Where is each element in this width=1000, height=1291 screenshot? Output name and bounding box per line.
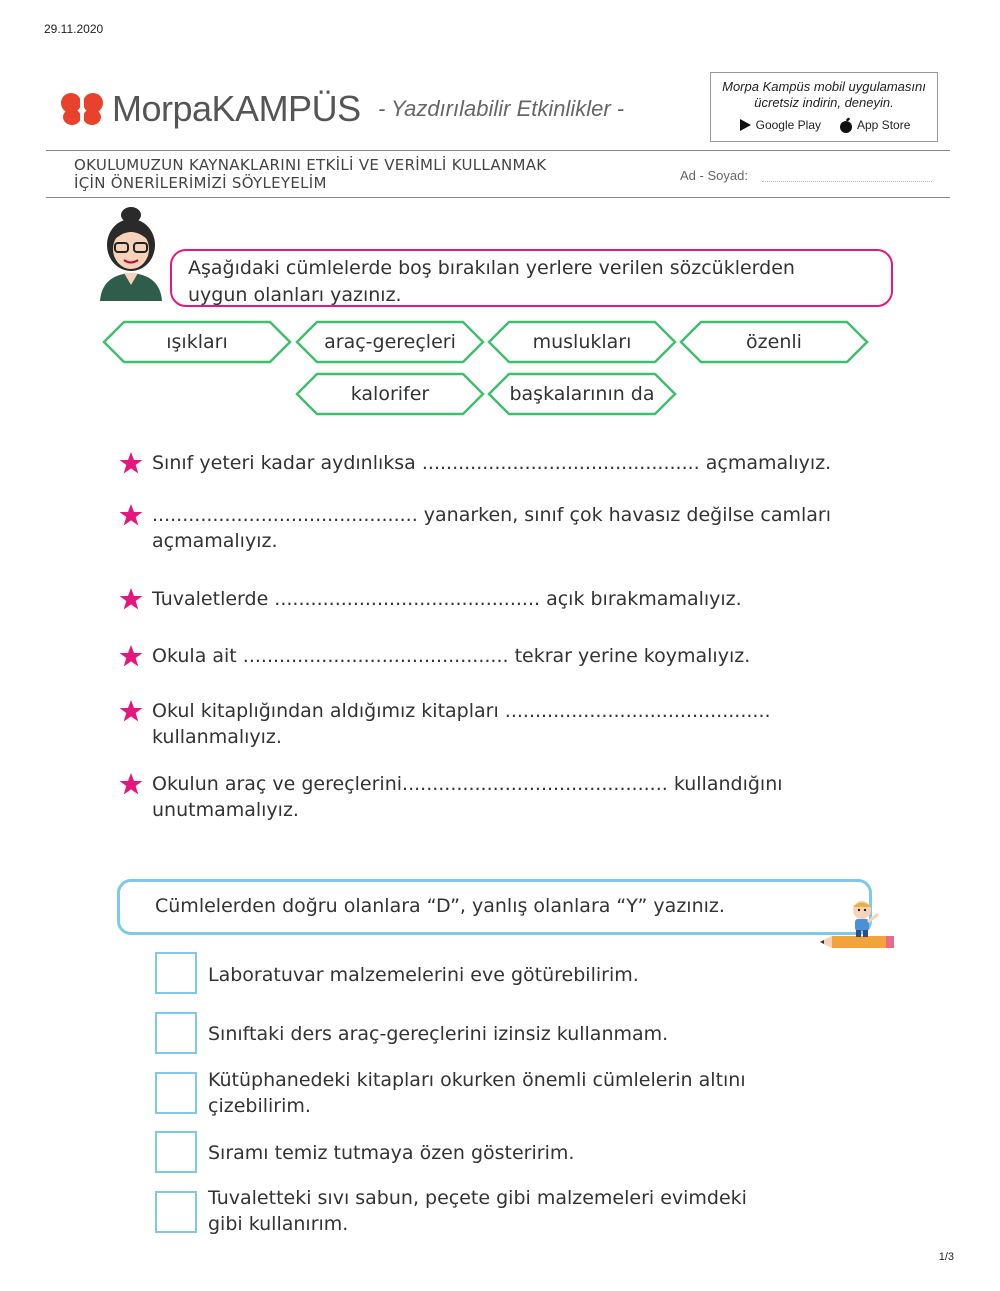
- statement-line: gibi kullanırım.: [208, 1213, 349, 1235]
- google-play-label: Google Play: [755, 118, 821, 132]
- statement-text: [208, 1021, 668, 1047]
- star-bullet-icon: [119, 451, 143, 475]
- star-bullet-icon: [119, 503, 143, 527]
- statement-line: Tuvaletteki sıvı sabun, peçete gibi malzemeleri evimdeki: [208, 1187, 747, 1209]
- header-divider-top: [46, 150, 950, 151]
- instruction-line-2: uygun olanları yazınız.: [188, 284, 402, 306]
- statement-text: [208, 1067, 746, 1119]
- fill-sentence[interactable]: [152, 586, 742, 612]
- sentence-line: açmamalıyız.: [152, 530, 278, 552]
- kid-on-pencil-icon: [818, 898, 898, 952]
- statement-text: [208, 1140, 574, 1166]
- star-bullet-icon: [119, 699, 143, 723]
- sentence-line: unutmamalıyız.: [152, 799, 299, 821]
- instruction-true-false: Cümlelerden doğru olanlara “D”, yanlış olanlara “Y” yazınız.: [117, 879, 872, 935]
- promo-line-2: ücretsiz indirin, deneyin.: [754, 95, 894, 110]
- brand-subtitle: - Yazdırılabilir Etkinlikler -: [378, 96, 625, 121]
- fill-sentence[interactable]: [152, 502, 831, 554]
- answer-box[interactable]: [155, 952, 197, 994]
- sentence-line: Okulun araç ve gereçlerini............................................ kullandığını: [152, 773, 783, 795]
- name-field[interactable]: [762, 181, 932, 182]
- name-label: Ad - Soyad:: [680, 168, 748, 183]
- word-option-arac-gerecleri: [295, 320, 485, 364]
- print-date: 29.11.2020: [44, 22, 104, 36]
- statement-line: Sınıftaki ders araç-gereçlerini izinsiz kullanmam.: [208, 1023, 669, 1045]
- statement-line: Kütüphanedeki kitapları okurken önemli cümlelerin altını: [208, 1069, 746, 1091]
- instruction-fill-blanks: [170, 249, 893, 307]
- header-divider-bottom: [46, 197, 950, 198]
- sentence-line: Okul kitaplığından aldığımız kitapları ............................................: [152, 700, 771, 722]
- play-icon: [738, 118, 752, 132]
- statement-text: [208, 1185, 747, 1237]
- page-number: 1/3: [938, 1251, 954, 1263]
- instruction-line-1: Aşağıdaki cümlelerde boş bırakılan yerlere verilen sözcüklerden: [188, 257, 795, 279]
- answer-box[interactable]: [155, 1012, 197, 1054]
- star-bullet-icon: [119, 587, 143, 611]
- title-line-2: İÇİN ÖNERİLERİMİZİ SÖYLEYELİM: [74, 174, 327, 192]
- word-option-label: başkalarının da: [509, 383, 655, 405]
- statement-line: Sıramı temiz tutmaya özen gösteririm.: [208, 1142, 575, 1164]
- google-play-link[interactable]: [738, 118, 821, 132]
- word-option-ozenli: [679, 320, 869, 364]
- star-bullet-icon: [119, 772, 143, 796]
- sentence-line: Okula ait ............................................ tekrar yerine koymalıyız.: [152, 645, 751, 667]
- statement-line: çizebilirim.: [208, 1095, 311, 1117]
- sentence-line: Tuvaletlerde ............................................ açık bırakmamalıyız.: [152, 588, 742, 610]
- fill-sentence[interactable]: [152, 643, 750, 669]
- app-store-link[interactable]: [839, 117, 910, 133]
- fill-sentence[interactable]: [152, 450, 831, 476]
- apple-icon: [839, 117, 853, 133]
- teacher-avatar-icon: [94, 205, 168, 301]
- word-option-label: muslukları: [532, 331, 632, 353]
- word-option-isiklari: [102, 320, 292, 364]
- sentence-line: kullanmalıyız.: [152, 726, 282, 748]
- word-option-label: ışıkları: [166, 331, 228, 353]
- word-option-kalorifer: [295, 372, 485, 416]
- word-option-musluklari: [487, 320, 677, 364]
- word-option-label: araç-gereçleri: [324, 331, 456, 353]
- answer-box[interactable]: [155, 1191, 197, 1233]
- brand-name: MorpaKAMPÜS: [112, 88, 361, 129]
- sentence-line: ............................................ yanarken, sınıf çok havasız değilse camları: [152, 504, 832, 526]
- butterfly-logo-icon: [60, 92, 104, 126]
- answer-box[interactable]: [155, 1131, 197, 1173]
- promo-line-1: Morpa Kampüs mobil uygulamasını: [722, 79, 926, 94]
- answer-box[interactable]: [155, 1072, 197, 1114]
- statement-line: Laboratuvar malzemelerini eve götürebilirim.: [208, 964, 639, 986]
- word-option-baskalarinin-da: [487, 372, 677, 416]
- worksheet-title: [74, 156, 546, 192]
- sentence-line: Sınıf yeteri kadar aydınlıksa .............................................. açmamalıyız.: [152, 452, 832, 474]
- star-bullet-icon: [119, 644, 143, 668]
- app-promo-box: [710, 72, 938, 142]
- app-store-label: App Store: [857, 118, 911, 132]
- word-option-label: özenli: [746, 331, 802, 353]
- fill-sentence[interactable]: [152, 698, 771, 750]
- promo-text: [711, 79, 937, 111]
- title-line-1: OKULUMUZUN KAYNAKLARINI ETKİLİ VE VERİMLİ KULLANMAK: [74, 156, 547, 174]
- word-option-label: kalorifer: [350, 383, 430, 405]
- statement-text: [208, 962, 639, 988]
- fill-sentence[interactable]: [152, 771, 783, 823]
- brand-logo: [60, 88, 361, 130]
